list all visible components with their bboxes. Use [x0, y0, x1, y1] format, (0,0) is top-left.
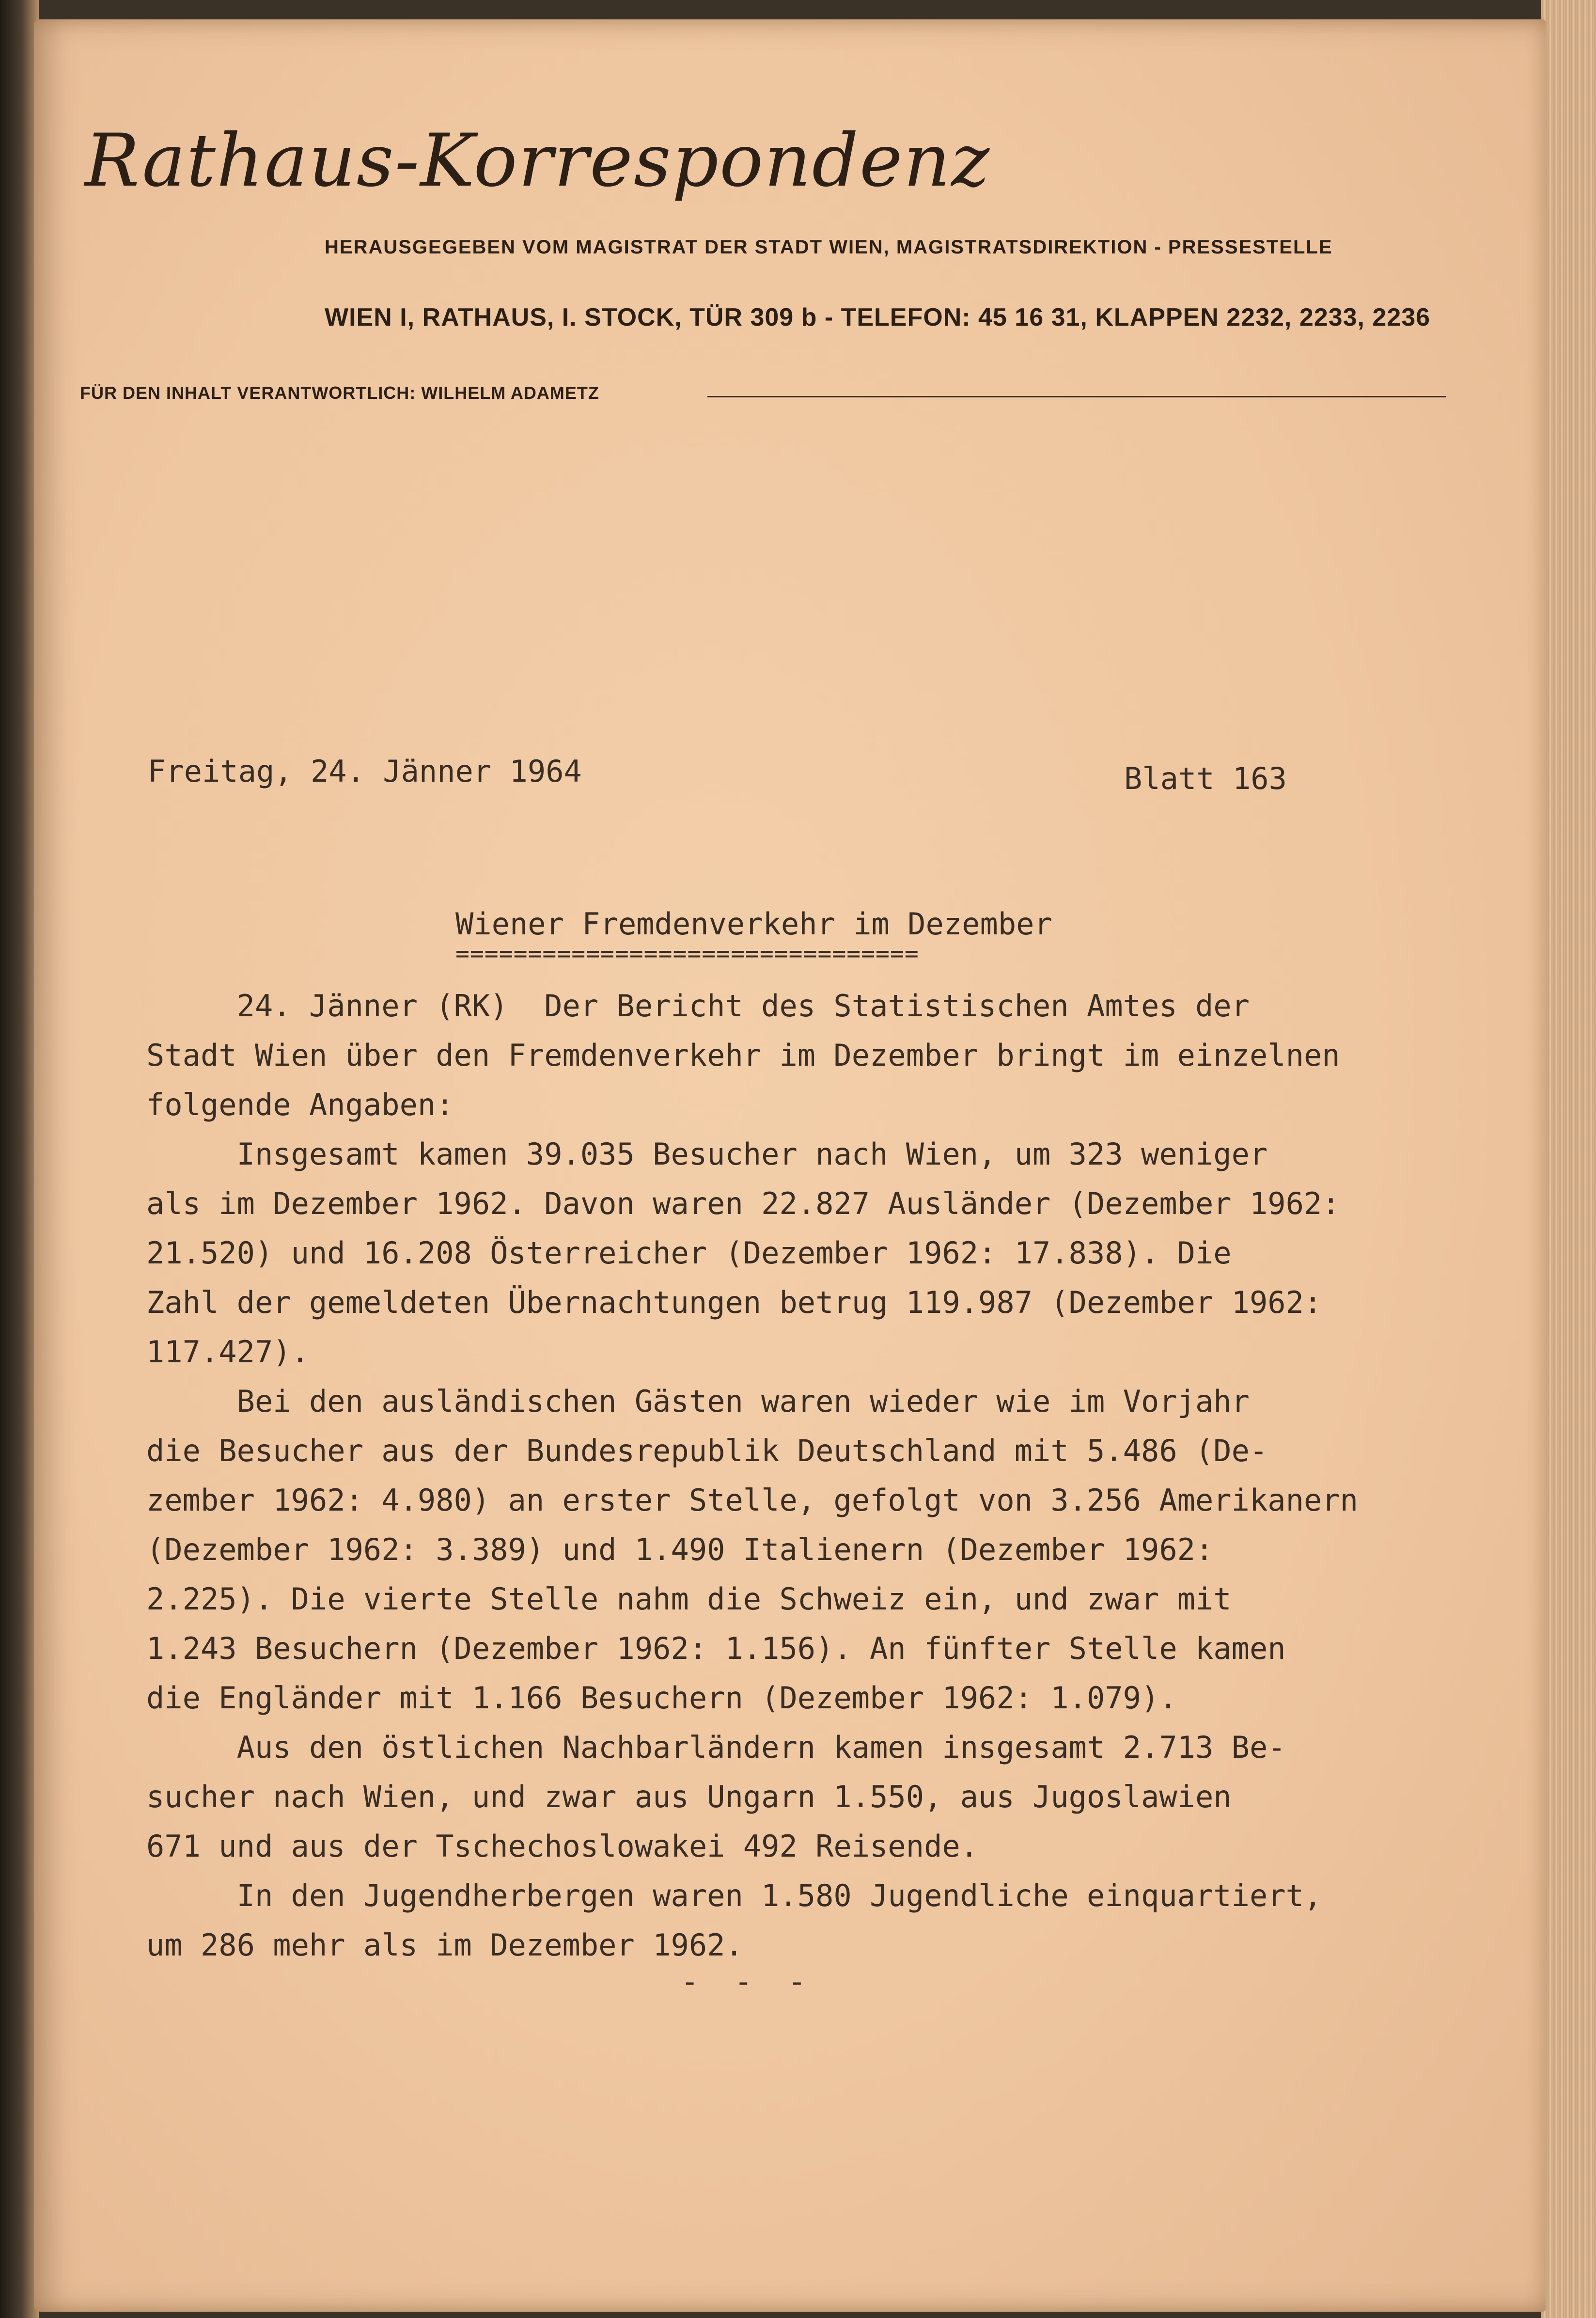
body-line: In den Jugendherbergen waren 1.580 Jugendliche einquartiert, — [146, 1878, 1322, 1913]
book-binding — [0, 0, 39, 2318]
body-line: um 286 mehr als im Dezember 1962. — [146, 1927, 743, 1963]
paper-sheet — [34, 19, 1546, 2312]
issue-date: Freitag, 24. Jänner 1964 — [148, 754, 582, 789]
page-stack-edge — [1541, 0, 1596, 2318]
responsible-editor: FÜR DEN INHALT VERANTWORTLICH: WILHELM ADAMETZ — [80, 383, 599, 403]
body-line: 2.225). Die vierte Stelle nahm die Schweiz ein, und zwar mit — [146, 1581, 1232, 1617]
article-headline: Wiener Fremdenverkehr im Dezember — [455, 906, 1052, 942]
body-line: Aus den östlichen Nachbarländern kamen insgesamt 2.713 Be- — [146, 1730, 1286, 1765]
body-line: Bei den ausländischen Gästen waren wieder wie im Vorjahr — [146, 1384, 1250, 1419]
body-line: Stadt Wien über den Fremdenverkehr im Dezember bringt im einzelnen — [146, 1038, 1340, 1073]
sheet-number: Blatt 163 — [1124, 761, 1287, 796]
masthead-publisher: HERAUSGEGEBEN VOM MAGISTRAT DER STADT WIEN, MAGISTRATSDIREKTION - PRESSESTELLE — [325, 237, 1333, 258]
body-line: Insgesamt kamen 39.035 Besucher nach Wien, um 323 weniger — [146, 1136, 1268, 1172]
body-line: Zahl der gemeldeten Übernachtungen betrug 119.987 (Dezember 1962: — [146, 1285, 1322, 1320]
headline-underline: ================================ — [455, 940, 919, 967]
body-line: 671 und aus der Tschechoslowakei 492 Reisende. — [146, 1829, 979, 1864]
body-line: 1.243 Besuchern (Dezember 1962: 1.156). An fünfter Stelle kamen — [146, 1631, 1286, 1666]
body-line: die Besucher aus der Bundesrepublik Deutschland mit 5.486 (De- — [146, 1433, 1268, 1468]
body-line: die Engländer mit 1.166 Besuchern (Dezember 1962: 1.079). — [146, 1680, 1177, 1716]
body-line: zember 1962: 4.980) an erster Stelle, gefolgt von 3.256 Amerikanern — [146, 1482, 1358, 1518]
body-line: folgende Angaben: — [146, 1087, 454, 1122]
closing-marks: - - - — [681, 1964, 815, 1999]
body-line: 117.427). — [146, 1334, 309, 1370]
body-line: sucher nach Wien, und zwar aus Ungarn 1.550, aus Jugoslawien — [146, 1779, 1232, 1814]
body-line: (Dezember 1962: 3.389) und 1.490 Italienern (Dezember 1962: — [146, 1532, 1214, 1567]
article-body — [146, 981, 1503, 1970]
header-rule — [707, 396, 1446, 397]
masthead-title: Rathaus-Korrespondenz — [85, 119, 991, 203]
body-line: 24. Jänner (RK) Der Bericht des Statistischen Amtes der — [146, 988, 1250, 1024]
body-line: als im Dezember 1962. Davon waren 22.827 Ausländer (Dezember 1962: — [146, 1186, 1340, 1221]
body-line: 21.520) und 16.208 Österreicher (Dezember 1962: 17.838). Die — [146, 1235, 1232, 1271]
masthead-address: WIEN I, RATHAUS, I. STOCK, TÜR 309 b - TELEFON: 45 16 31, KLAPPEN 2232, 2233, 2236 — [325, 303, 1431, 331]
